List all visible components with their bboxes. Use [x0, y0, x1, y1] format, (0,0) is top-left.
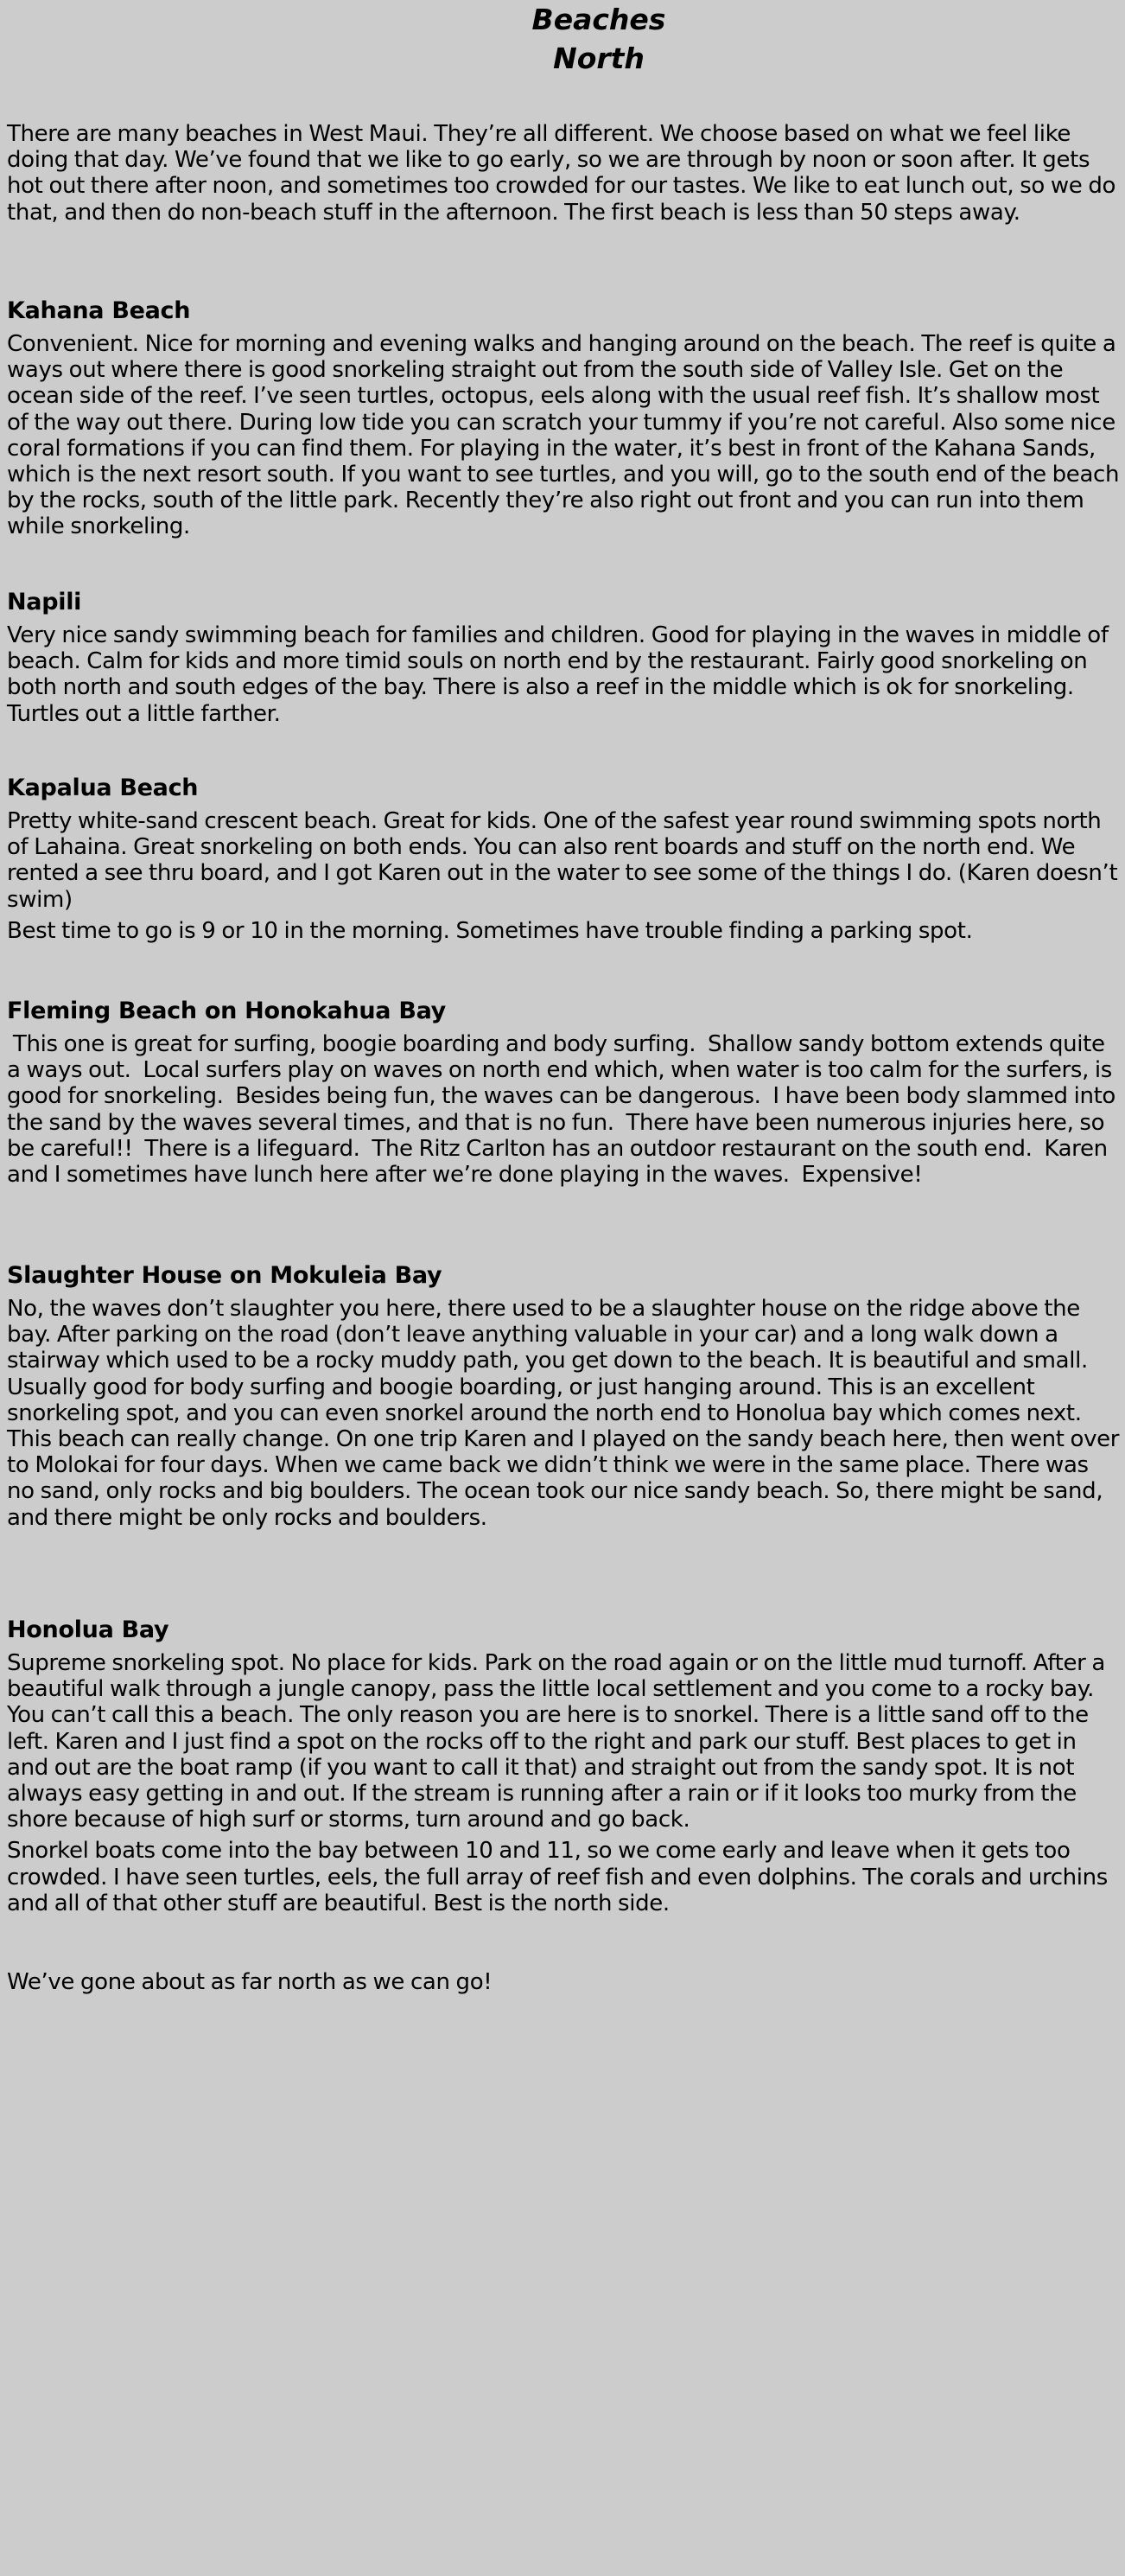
section-heading: Napili — [7, 589, 82, 615]
section-heading: Kahana Beach — [7, 297, 191, 324]
section-heading: Kapalua Beach — [7, 775, 199, 801]
section-paragraph: This one is great for surfing, boogie boarding and body surfing. Shallow sandy bottom extends quite a ways out. Local surfers play on waves on north end which, when water is too calm for the surfers, is good for snorkeling. Besides being fun, the waves can be dangerous. I have been body slammed into the sand by the waves several times, and that is no fun. There have been numerous injuries here, so be careful!! There is a lifeguard. The Ritz Carlton has an outdoor restaurant on the south end. Karen and I sometimes have lunch here after we’re done playing in the waves. Expensive! — [7, 1031, 1122, 1189]
page-title — [7, 0, 1122, 78]
section-paragraph: Very nice sandy swimming beach for families and children. Good for playing in the waves in middle of beach. Calm for kids and more timid souls on north end by the restaurant. Fairly good snorkeling on both north and south edges of the bay. There is also a reef in the middle which is ok for snorkeling. Turtles out a little farther. — [7, 622, 1109, 727]
section-paragraph: Convenient. Nice for morning and evening walks and hanging around on the beach. The reef is quite a ways out where there is good snorkeling straight out from the south side of Valley Isle. Get on the ocean side of the reef. I’ve seen turtles, octopus, eels along with the usual reef fish. It’s shallow most of the way out there. During low tide you can scratch your tummy if you’re not careful. Also some nice coral formations if you can find them. For playing in the water, it’s best in front of the Kahana Sands, which is the next resort south. If you want to see turtles, and you will, go to the south end of the beach by the rocks, south of the little park. Recently they’re also right out front and you can run into them while snorkeling. — [7, 331, 1120, 540]
section-heading: Fleming Beach on Honokahua Bay — [7, 998, 446, 1024]
section-honolua-bay — [7, 1616, 1122, 1916]
closing-line: We’ve gone about as far north as we can go! — [7, 1969, 493, 1995]
section-paragraph: No, the waves don’t slaughter you here, there used to be a slaughter house on the ridge above the bay. After parking on the road (don’t leave anything valuable in your car) and a long walk down a stairway which used to be a rocky muddy path, you get down to the beach. It is beautiful and small. Usually good for body surfing and boogie boarding, or just hanging around. This is an excellent snorkeling spot, and you can even snorkel around the north end to Honolua bay which comes next. This beach can really change. On one trip Karen and I played on the sandy beach here, then went over to Molokai for four days. When we came back we didn’t think we were in the same place. There was no sand, only rocks and big boulders. The ocean took our nice sandy beach. So, there might be sand, and there might be only rocks and boulders. — [7, 1296, 1120, 1531]
section-paragraph: Best time to go is 9 or 10 in the morning. Sometimes have trouble finding a parking spot. — [7, 917, 973, 944]
section-paragraph: Supreme snorkeling spot. No place for kids. Park on the road again or on the little mud turnoff. After a beautiful walk through a jungle canopy, pass the little local settlement and you come to a rocky bay. You can’t call this a beach. The only reason you are here is to snorkel. There is a little sand off to the left. Karen and I just find a spot on the rocks off to the right and park our stuff. Best places to get in and out are the boat ramp (if you want to call it that) and straight out from the sandy spot. It is not always easy getting in and out. If the stream is running after a rain or if it looks too murky from the shore because of high surf or storms, turn around and go back. — [7, 1650, 1105, 1833]
section-paragraph: Snorkel boats come into the bay between 10 and 11, so we come early and leave when it gets too crowded. I have seen turtles, eels, the full array of reef fish and even dolphins. The corals and urchins and all of that other stuff are beautiful. Best is the north side. — [7, 1838, 1108, 1916]
section-kahana-beach — [7, 297, 1122, 540]
title-line-north: North — [553, 41, 645, 75]
intro-paragraph: There are many beaches in West Maui. They’re all different. We choose based on what we feel like doing that day. We’ve found that we like to go early, so we are through by noon or soon after. It gets hot out there after noon, and sometimes too crowded for our tastes. We like to eat lunch out, so we do that, and then do non-beach stuff in the afternoon. The first beach is less than 50 steps away. — [7, 121, 1116, 226]
section-heading: Slaughter House on Mokuleia Bay — [7, 1262, 442, 1289]
section-heading: Honolua Bay — [7, 1616, 169, 1643]
section-fleming-beach — [7, 998, 1122, 1188]
section-slaughter-house — [7, 1262, 1122, 1531]
title-line-beaches: Beaches — [531, 3, 666, 36]
section-napili — [7, 589, 1122, 727]
section-paragraph: Pretty white-sand crescent beach. Great for kids. One of the safest year round swimming spots north of Lahaina. Great snorkeling on both ends. You can also rent boards and stuff on the north end. We rented a see thru board, and I got Karen out in the water to see some of the things I do. (Karen doesn’t swim) — [7, 808, 1118, 913]
section-kapalua-beach — [7, 775, 1122, 944]
